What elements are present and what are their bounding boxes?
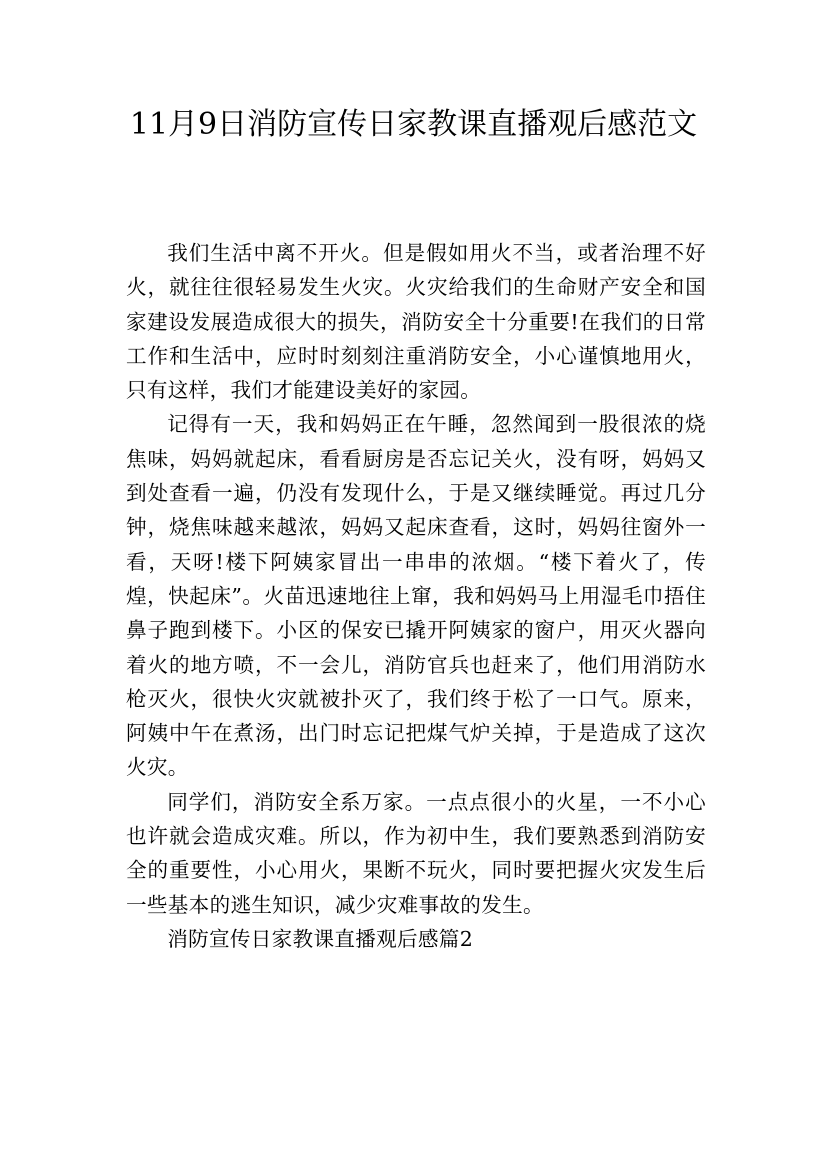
paragraph-2: 记得有一天，我和妈妈正在午睡，忽然闻到一股很浓的烧焦味，妈妈就起床，看看厨房是否忘记关火，没有呀，妈妈又到处查看一遍，仍没有发现什么，于是又继续睡觉。再过几分钟，烧焦味越来越浓，妈妈又起床查看，这时，妈妈往窗外一看，天呀!楼下阿姨家冒出一串串的浓烟。“楼下着火了，传煌，快起床”。火苗迅速地往上窜，我和妈妈马上用湿毛巾捂住鼻子跑到楼下。小区的保安已撬开阿姨家的窗户，用灭火器向着火的地方喷，不一会儿，消防官兵也赶来了，他们用消防水枪灭火，很快火灾就被扑灭了，我们终于松了一口气。原来，阿姨中午在煮汤，出门时忘记把煤气炉关掉，于是造成了这次火灾。: [126, 412, 706, 780]
paragraph-1: 我们生活中离不开火。但是假如用火不当，或者治理不好火，就往往很轻易发生火灾。火灾给我们的生命财产安全和国家建设发展造成很大的损失，消防安全十分重要!在我们的日常工作和生活中，应时时刻刻注重消防安全，小心谨慎地用火，只有这样，我们才能建设美好的家园。: [126, 241, 706, 403]
document-body: [126, 236, 706, 956]
paragraph-3: 同学们，消防安全系万家。一点点很小的火星，一不小心也许就会造成灾难。所以，作为初中生，我们要熟悉到消防安全的重要性，小心用火，果断不玩火，同时要把握火灾发生后一些基本的逃生知识，减少灾难事故的发生。: [126, 789, 706, 917]
document-title: 11月9日消防宣传日家教课直播观后感范文: [129, 107, 698, 142]
section-heading: 消防宣传日家教课直播观后感篇2: [167, 926, 474, 951]
